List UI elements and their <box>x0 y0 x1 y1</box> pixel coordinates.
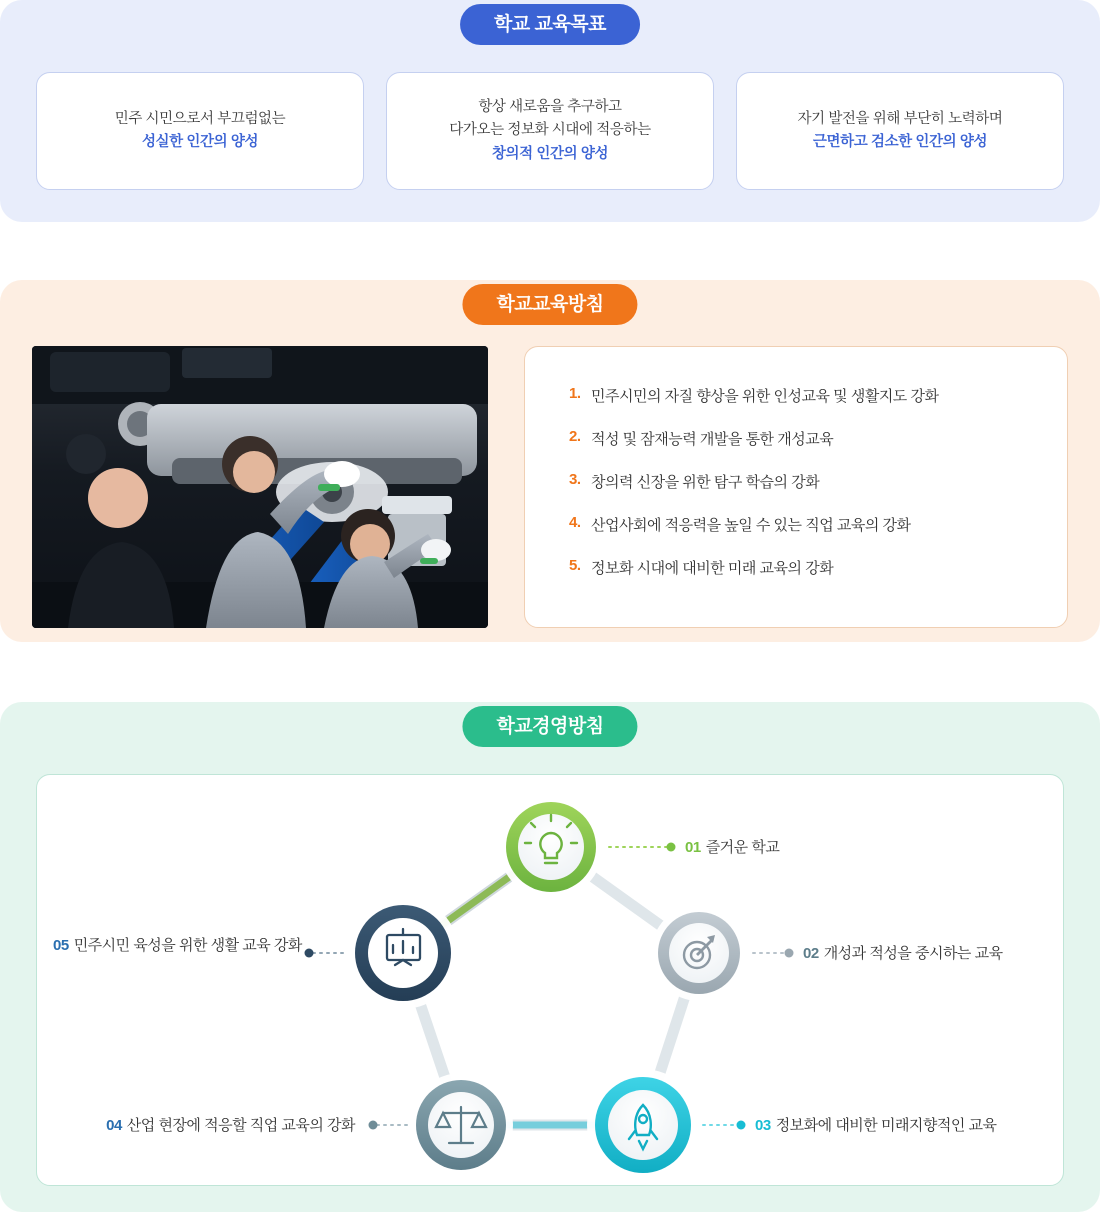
policy-list-item <box>569 514 1027 535</box>
goal-card-highlight: 성실한 인간의 양성 <box>141 134 259 150</box>
school-education-policy-section <box>0 280 1100 642</box>
goal-card-line1: 민주 시민으로서 부끄럼없는 <box>114 110 286 127</box>
policy-body <box>32 346 1068 628</box>
diagram-node-04 <box>409 1073 513 1177</box>
policy-item-number: 5. <box>569 557 581 574</box>
diagram-text-05: 민주시민 육성을 위한 생활 교육 강화 <box>73 937 302 954</box>
section-title-goal: 학교 교육목표 <box>460 4 640 45</box>
diagram-label-04 <box>106 1115 355 1138</box>
diagram-index-01: 01 <box>685 839 701 856</box>
diagram-index-04: 04 <box>106 1117 122 1134</box>
goal-card-line1: 자기 발전을 위해 부단히 노력하며 <box>797 110 1003 127</box>
policy-list-item <box>569 557 1027 578</box>
diagram-text-04: 산업 현장에 적응할 직업 교육의 강화 <box>126 1117 355 1134</box>
diagram-node-02 <box>651 905 747 1001</box>
school-education-goal-section <box>0 0 1100 222</box>
diagram-label-01 <box>685 837 779 860</box>
goal-card-highlight: 근면하고 검소한 인간의 양성 <box>812 134 988 150</box>
policy-item-text: 적성 및 잠재능력 개발을 통한 개성교육 <box>591 431 834 448</box>
policy-list-item <box>569 428 1027 449</box>
school-management-policy-section <box>0 702 1100 1212</box>
policy-item-text: 민주시민의 자질 향상을 위한 인성교육 및 생활지도 강화 <box>591 388 939 405</box>
diagram-label-05 <box>53 935 303 958</box>
policy-list-item <box>569 471 1027 492</box>
goal-card-line2: 다가오는 정보화 시대에 적응하는 <box>449 122 651 139</box>
policy-list-box <box>524 346 1068 628</box>
pentagon-diagram <box>37 775 1063 1185</box>
diagram-node-03 <box>587 1069 699 1181</box>
goal-card <box>736 72 1064 190</box>
policy-item-number: 3. <box>569 471 581 488</box>
goal-card-line1: 항상 새로움을 추구하고 <box>478 99 622 116</box>
goal-card-highlight: 창의적 인간의 양성 <box>491 145 609 162</box>
diagram-index-03: 03 <box>755 1117 771 1134</box>
section-title-policy: 학교교육방침 <box>462 284 637 325</box>
section-title-management: 학교경영방침 <box>462 706 637 747</box>
policy-item-number: 1. <box>569 385 581 402</box>
diagram-node-01 <box>499 795 603 899</box>
diagram-index-02: 02 <box>803 945 819 962</box>
policy-list-item <box>569 385 1027 406</box>
diagram-text-01: 즐거운 학교 <box>705 839 780 856</box>
policy-item-text: 산업사회에 적응력을 높일 수 있는 직업 교육의 강화 <box>591 517 911 534</box>
diagram-node-05 <box>347 897 459 1009</box>
management-diagram-panel <box>36 774 1064 1186</box>
policy-item-text: 정보화 시대에 대비한 미래 교육의 강화 <box>591 560 834 577</box>
policy-item-number: 4. <box>569 514 581 531</box>
diagram-label-02 <box>803 943 1003 966</box>
goal-card-list <box>36 72 1064 190</box>
diagram-label-03 <box>755 1115 997 1138</box>
diagram-index-05: 05 <box>53 937 69 954</box>
diagram-text-02: 개성과 적성을 중시하는 교육 <box>823 945 1003 962</box>
policy-list <box>569 385 1027 578</box>
diagram-text-03: 정보화에 대비한 미래지향적인 교육 <box>775 1117 997 1134</box>
policy-item-text: 창의력 신장을 위한 탐구 학습의 강화 <box>591 474 820 491</box>
policy-item-number: 2. <box>569 428 581 445</box>
auto-repair-workshop-photo <box>32 346 488 628</box>
goal-card <box>386 72 714 190</box>
goal-card <box>36 72 364 190</box>
